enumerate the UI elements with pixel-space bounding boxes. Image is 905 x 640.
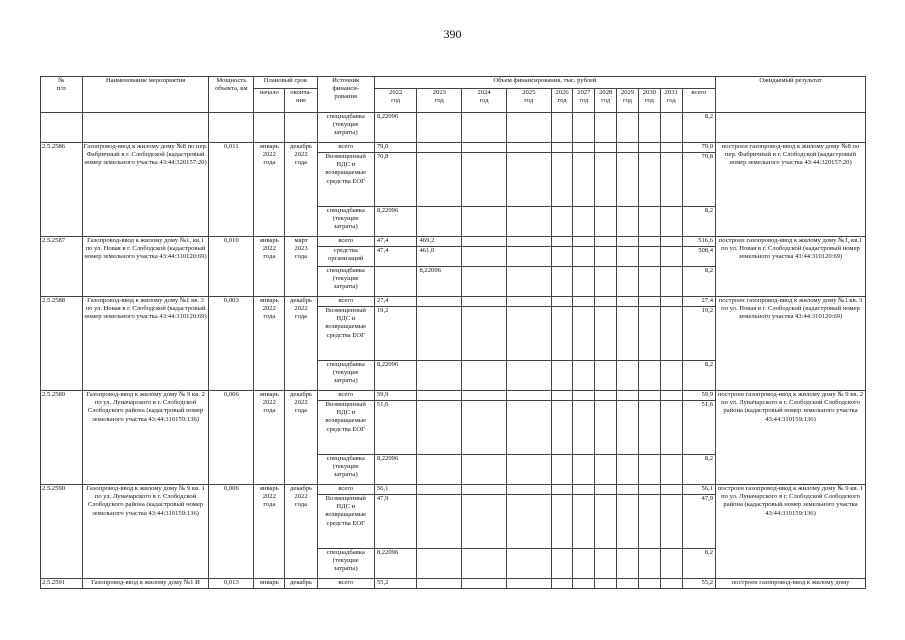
year-value xyxy=(551,495,573,549)
row-end: декабрь 2022 года xyxy=(285,297,317,391)
table-row xyxy=(41,113,866,143)
year-value: 55,2 xyxy=(374,579,417,589)
year-value xyxy=(506,361,551,391)
year-value xyxy=(617,143,639,153)
source-label: средства организаций xyxy=(317,247,374,267)
year-value: 469,2 xyxy=(417,237,462,247)
year-value xyxy=(660,361,682,391)
year-value xyxy=(462,455,507,485)
header-year: 2026 год xyxy=(551,89,573,113)
row-id: 2.5.2591 xyxy=(41,579,83,589)
year-value: 8,22096 xyxy=(417,267,462,297)
row-end xyxy=(285,113,317,143)
header-year: 2030 год xyxy=(638,89,660,113)
row-result: построен газопровод-ввод к жилому дому №1 кв. 3 по ул. Новая в г. Слободской (кадастровый номер земельного участка 43:44:310120:69) xyxy=(716,297,866,391)
year-value xyxy=(595,237,617,247)
total-value: 79,0 xyxy=(682,143,715,153)
year-value xyxy=(374,267,417,297)
year-value: 47,9 xyxy=(374,495,417,549)
year-value xyxy=(462,361,507,391)
year-value xyxy=(638,361,660,391)
year-value xyxy=(506,143,551,153)
year-value xyxy=(660,485,682,495)
total-value: 59,9 xyxy=(682,391,715,401)
year-value xyxy=(462,579,507,589)
year-value xyxy=(660,495,682,549)
year-value xyxy=(551,207,573,237)
year-value xyxy=(462,495,507,549)
year-value xyxy=(417,579,462,589)
year-value xyxy=(660,247,682,267)
year-value xyxy=(462,113,507,143)
header-year: 2023 год xyxy=(417,89,462,113)
year-value xyxy=(417,485,462,495)
total-value: 55,2 xyxy=(682,579,715,589)
row-capacity: 0,003 xyxy=(209,297,254,391)
year-value xyxy=(595,549,617,579)
source-label: всего xyxy=(317,297,374,307)
year-value xyxy=(573,237,595,247)
total-value: 56,1 xyxy=(682,485,715,495)
year-value xyxy=(573,361,595,391)
year-value xyxy=(595,455,617,485)
header-capacity: Мощность объекта, км xyxy=(209,77,254,113)
year-value xyxy=(595,495,617,549)
year-value xyxy=(617,579,639,589)
year-value xyxy=(417,455,462,485)
table-row xyxy=(41,579,866,589)
year-value xyxy=(617,485,639,495)
year-value xyxy=(462,143,507,153)
row-start: январь 2022 года xyxy=(254,391,285,485)
page-number: 390 xyxy=(443,27,462,41)
year-value xyxy=(551,549,573,579)
header-year: 2024 год xyxy=(462,89,507,113)
source-label: Возмещенный НДС и возвращаемые средства ЕОГ xyxy=(317,307,374,361)
year-value xyxy=(551,153,573,207)
row-start: январь 2022 года xyxy=(254,237,285,297)
total-value: 8,2 xyxy=(682,267,715,297)
year-value xyxy=(595,579,617,589)
year-value xyxy=(638,207,660,237)
year-value xyxy=(595,153,617,207)
header-year: 2022 год xyxy=(374,89,417,113)
row-capacity xyxy=(209,113,254,143)
row-name: Газопровод-ввод к жилому дому № 9 кв. 2 по ул. Луначарского в г. Слободской Слободского района (кадастровый номер земельного участка 43:44:310159:136) xyxy=(82,391,209,485)
total-value: 27,4 xyxy=(682,297,715,307)
source-label: Возмещенный НДС и возвращаемые средства ЕОГ xyxy=(317,153,374,207)
row-result: построен газопровод-ввод к жилому дому № 9 кв. 1 по ул. Луначарского в г. Слободской Слободского района (кадастровый номер земельного участка 43:44:310159:136) xyxy=(716,485,866,579)
year-value xyxy=(551,391,573,401)
source-label: спецнадбавка (текущие затраты) xyxy=(317,267,374,297)
row-start xyxy=(254,113,285,143)
header-year: 2029 год xyxy=(617,89,639,113)
year-value xyxy=(462,401,507,455)
year-value xyxy=(660,391,682,401)
year-value xyxy=(617,455,639,485)
total-value: 8,2 xyxy=(682,361,715,391)
year-value xyxy=(595,143,617,153)
header-year: 2027 год xyxy=(573,89,595,113)
year-value xyxy=(551,267,573,297)
row-name: Газопровод-ввод к жилому дому №1 И xyxy=(82,579,209,589)
year-value xyxy=(551,401,573,455)
year-value xyxy=(551,237,573,247)
year-value xyxy=(462,237,507,247)
year-value xyxy=(551,307,573,361)
year-value xyxy=(506,297,551,307)
year-value: 8,22096 xyxy=(374,455,417,485)
year-value xyxy=(573,153,595,207)
year-value xyxy=(595,247,617,267)
year-value xyxy=(573,247,595,267)
year-value xyxy=(660,455,682,485)
year-value xyxy=(417,207,462,237)
row-name xyxy=(82,113,209,143)
year-value xyxy=(506,495,551,549)
year-value xyxy=(660,297,682,307)
total-value: 508,4 xyxy=(682,247,715,267)
year-value xyxy=(551,143,573,153)
row-end: март 2023 года xyxy=(285,237,317,297)
year-value xyxy=(462,297,507,307)
year-value xyxy=(660,237,682,247)
year-value xyxy=(462,207,507,237)
row-name: Газопровод-ввод к жилому дому №1, кв.1 по ул. Новая в г. Слободской (кадастровый номер земельного участка 43:44:310120:69) xyxy=(82,237,209,297)
row-id: 2.5.2588 xyxy=(41,297,83,391)
source-label: спецнадбавка (текущие затраты) xyxy=(317,207,374,237)
year-value xyxy=(638,297,660,307)
year-value xyxy=(551,361,573,391)
year-value xyxy=(595,401,617,455)
year-value: 27,4 xyxy=(374,297,417,307)
row-capacity: 0,010 xyxy=(209,237,254,297)
header-year: 2031 год xyxy=(660,89,682,113)
year-value xyxy=(638,237,660,247)
year-value xyxy=(551,579,573,589)
year-value: 47,4 xyxy=(374,247,417,267)
total-value: 19,2 xyxy=(682,307,715,361)
row-capacity: 0,006 xyxy=(209,485,254,579)
source-label: Возмещенный НДС и возвращаемые средства ЕОГ xyxy=(317,495,374,549)
year-value xyxy=(660,549,682,579)
year-value xyxy=(638,549,660,579)
year-value xyxy=(506,579,551,589)
year-value xyxy=(506,247,551,267)
year-value: 461,0 xyxy=(417,247,462,267)
header-start: начало xyxy=(254,89,285,113)
year-value xyxy=(617,267,639,297)
table-row xyxy=(41,297,866,307)
year-value xyxy=(660,579,682,589)
source-label: спецнадбавка (текущие затраты) xyxy=(317,549,374,579)
year-value: 47,4 xyxy=(374,237,417,247)
row-id: 2.5.2587 xyxy=(41,237,83,297)
year-value xyxy=(506,207,551,237)
year-value xyxy=(551,297,573,307)
year-value xyxy=(573,307,595,361)
year-value xyxy=(638,485,660,495)
source-label: спецнадбавка (текущие затраты) xyxy=(317,113,374,143)
year-value xyxy=(638,247,660,267)
year-value xyxy=(462,549,507,579)
row-name: Газопровод-ввод к жилому дому №1 кв. 3 по ул. Новая в г. Слободской (кадастровый номер земельного участка 43:44:310120:69) xyxy=(82,297,209,391)
year-value xyxy=(595,307,617,361)
header-num: № п/п xyxy=(41,77,83,113)
year-value xyxy=(617,391,639,401)
year-value: 8,22096 xyxy=(374,361,417,391)
year-value xyxy=(417,549,462,579)
row-capacity: 0,013 xyxy=(209,579,254,589)
year-value xyxy=(617,207,639,237)
year-value xyxy=(595,113,617,143)
total-value: 8,2 xyxy=(682,455,715,485)
year-value: 8,22096 xyxy=(374,549,417,579)
year-value xyxy=(417,143,462,153)
year-value xyxy=(595,361,617,391)
year-value xyxy=(573,143,595,153)
year-value: 70,8 xyxy=(374,153,417,207)
row-end: декабрь 2022 года xyxy=(285,143,317,237)
table-row xyxy=(41,485,866,495)
year-value xyxy=(617,549,639,579)
row-result: построен газопровод-ввод к жилому дому № 9 кв. 2 по ул. Луначарского в г. Слободской Слободского района (кадастровый номер земельного участка 43:44:310159:136) xyxy=(716,391,866,485)
year-value xyxy=(617,361,639,391)
year-value xyxy=(551,455,573,485)
year-value xyxy=(506,455,551,485)
row-end: декабрь 2022 года xyxy=(285,391,317,485)
year-value xyxy=(573,113,595,143)
header-end: оконча- ние xyxy=(285,89,317,113)
row-result: построен газопровод-ввод к жилому дому №1, кв.1 по ул. Новая в г. Слободской (кадастровый номер земельного участка 43:44:310120:69) xyxy=(716,237,866,297)
total-value: 70,8 xyxy=(682,153,715,207)
year-value xyxy=(417,307,462,361)
year-value xyxy=(638,113,660,143)
year-value xyxy=(462,307,507,361)
year-value xyxy=(660,143,682,153)
total-value: 516,6 xyxy=(682,237,715,247)
year-value xyxy=(617,495,639,549)
row-end: декабрь xyxy=(285,579,317,589)
year-value xyxy=(462,485,507,495)
year-value xyxy=(638,579,660,589)
year-value xyxy=(506,401,551,455)
year-value xyxy=(595,267,617,297)
header-row xyxy=(41,77,866,89)
year-value xyxy=(417,401,462,455)
year-value xyxy=(573,549,595,579)
year-value xyxy=(660,267,682,297)
row-name: Газопровод-ввод к жилому дому № 9 кв. 1 по ул. Луначарского в г. Слободской Слободского района (кадастровый номер земельного участка 43:44:310159:136) xyxy=(82,485,209,579)
row-start: январь 2022 года xyxy=(254,143,285,237)
header-year: 2028 год xyxy=(595,89,617,113)
year-value: 8,22096 xyxy=(374,113,417,143)
table-row xyxy=(41,237,866,247)
year-value xyxy=(462,391,507,401)
table-row xyxy=(41,143,866,153)
financing-table-container xyxy=(40,76,866,596)
year-value xyxy=(506,549,551,579)
source-label: всего xyxy=(317,143,374,153)
year-value xyxy=(462,267,507,297)
year-value xyxy=(573,485,595,495)
year-value xyxy=(417,297,462,307)
year-value xyxy=(551,247,573,267)
source-label: всего xyxy=(317,237,374,247)
row-result: построен газопровод-ввод к жилому дому xyxy=(716,579,866,589)
year-value xyxy=(660,401,682,455)
row-capacity: 0,011 xyxy=(209,143,254,237)
total-value: 47,9 xyxy=(682,495,715,549)
year-value xyxy=(573,267,595,297)
year-value xyxy=(506,237,551,247)
year-value xyxy=(617,237,639,247)
row-result: построен газопровод-ввод к жилому дому №8 по пер. Фабричный в г. Слободской (кадастровый номер земельного участка 43:44:320157:20) xyxy=(716,143,866,237)
source-label: спецнадбавка (текущие затраты) xyxy=(317,361,374,391)
year-value xyxy=(617,113,639,143)
year-value xyxy=(506,307,551,361)
total-value: 51,6 xyxy=(682,401,715,455)
year-value: 51,6 xyxy=(374,401,417,455)
year-value xyxy=(573,391,595,401)
row-id: 2.5.2590 xyxy=(41,485,83,579)
year-value: 79,0 xyxy=(374,143,417,153)
row-result xyxy=(716,113,866,143)
year-value xyxy=(573,455,595,485)
year-value xyxy=(506,153,551,207)
row-id: 2.5.2589 xyxy=(41,391,83,485)
year-value: 56,1 xyxy=(374,485,417,495)
year-value xyxy=(417,361,462,391)
year-value xyxy=(638,391,660,401)
year-value xyxy=(638,495,660,549)
year-value xyxy=(462,247,507,267)
row-start: январь xyxy=(254,579,285,589)
year-value xyxy=(506,485,551,495)
total-value: 8,2 xyxy=(682,549,715,579)
year-value xyxy=(573,297,595,307)
year-value xyxy=(660,113,682,143)
year-value xyxy=(617,153,639,207)
year-value xyxy=(638,153,660,207)
year-value xyxy=(595,485,617,495)
year-value xyxy=(417,495,462,549)
year-value xyxy=(417,391,462,401)
year-value xyxy=(595,297,617,307)
year-value xyxy=(551,113,573,143)
header-source: Источник финанси- рования xyxy=(317,77,374,113)
source-label: всего xyxy=(317,579,374,589)
year-value xyxy=(660,307,682,361)
year-value xyxy=(506,113,551,143)
source-label: Возмещенный НДС и возвращаемые средства ЕОГ xyxy=(317,401,374,455)
source-label: всего xyxy=(317,391,374,401)
year-value xyxy=(638,455,660,485)
table-body xyxy=(41,113,866,589)
total-value: 8,2 xyxy=(682,207,715,237)
year-value xyxy=(595,207,617,237)
year-value xyxy=(417,113,462,143)
year-value xyxy=(595,391,617,401)
header-result: Ожидаемый результат xyxy=(716,77,866,113)
row-id xyxy=(41,113,83,143)
year-value xyxy=(506,391,551,401)
year-value xyxy=(573,579,595,589)
year-value xyxy=(638,143,660,153)
total-value: 8,2 xyxy=(682,113,715,143)
row-end: декабрь 2022 года xyxy=(285,485,317,579)
year-value xyxy=(462,153,507,207)
header-total: всего xyxy=(682,89,715,113)
year-value xyxy=(617,297,639,307)
source-label: всего xyxy=(317,485,374,495)
table-row xyxy=(41,391,866,401)
year-value xyxy=(573,495,595,549)
year-value xyxy=(573,207,595,237)
source-label: спецнадбавка (текущие затраты) xyxy=(317,455,374,485)
year-value: 19,2 xyxy=(374,307,417,361)
year-value xyxy=(573,401,595,455)
year-value xyxy=(638,307,660,361)
year-value xyxy=(551,485,573,495)
header-name: Наименование мероприятия xyxy=(82,77,209,113)
year-value xyxy=(660,207,682,237)
table-header xyxy=(41,77,866,113)
financing-table xyxy=(40,76,866,589)
year-value: 8,22096 xyxy=(374,207,417,237)
row-name: Газопровод-ввод к жилому дому №8 по пер. Фабричный в г. Слободской (кадастровый номер земельного участка 43:44:320157:20) xyxy=(82,143,209,237)
row-start: январь 2022 года xyxy=(254,297,285,391)
year-value xyxy=(617,307,639,361)
year-value xyxy=(617,401,639,455)
row-id: 2.5.2586 xyxy=(41,143,83,237)
year-value xyxy=(417,153,462,207)
year-value xyxy=(506,267,551,297)
header-planned-term: Плановый срок xyxy=(254,77,317,89)
row-capacity: 0,006 xyxy=(209,391,254,485)
year-value: 59,9 xyxy=(374,391,417,401)
year-value xyxy=(638,401,660,455)
header-year: 2025 год xyxy=(506,89,551,113)
header-volume: Объем финансирования, тыс. рублей xyxy=(374,77,715,89)
year-value xyxy=(638,267,660,297)
year-value xyxy=(660,153,682,207)
year-value xyxy=(617,247,639,267)
row-start: январь 2022 года xyxy=(254,485,285,579)
